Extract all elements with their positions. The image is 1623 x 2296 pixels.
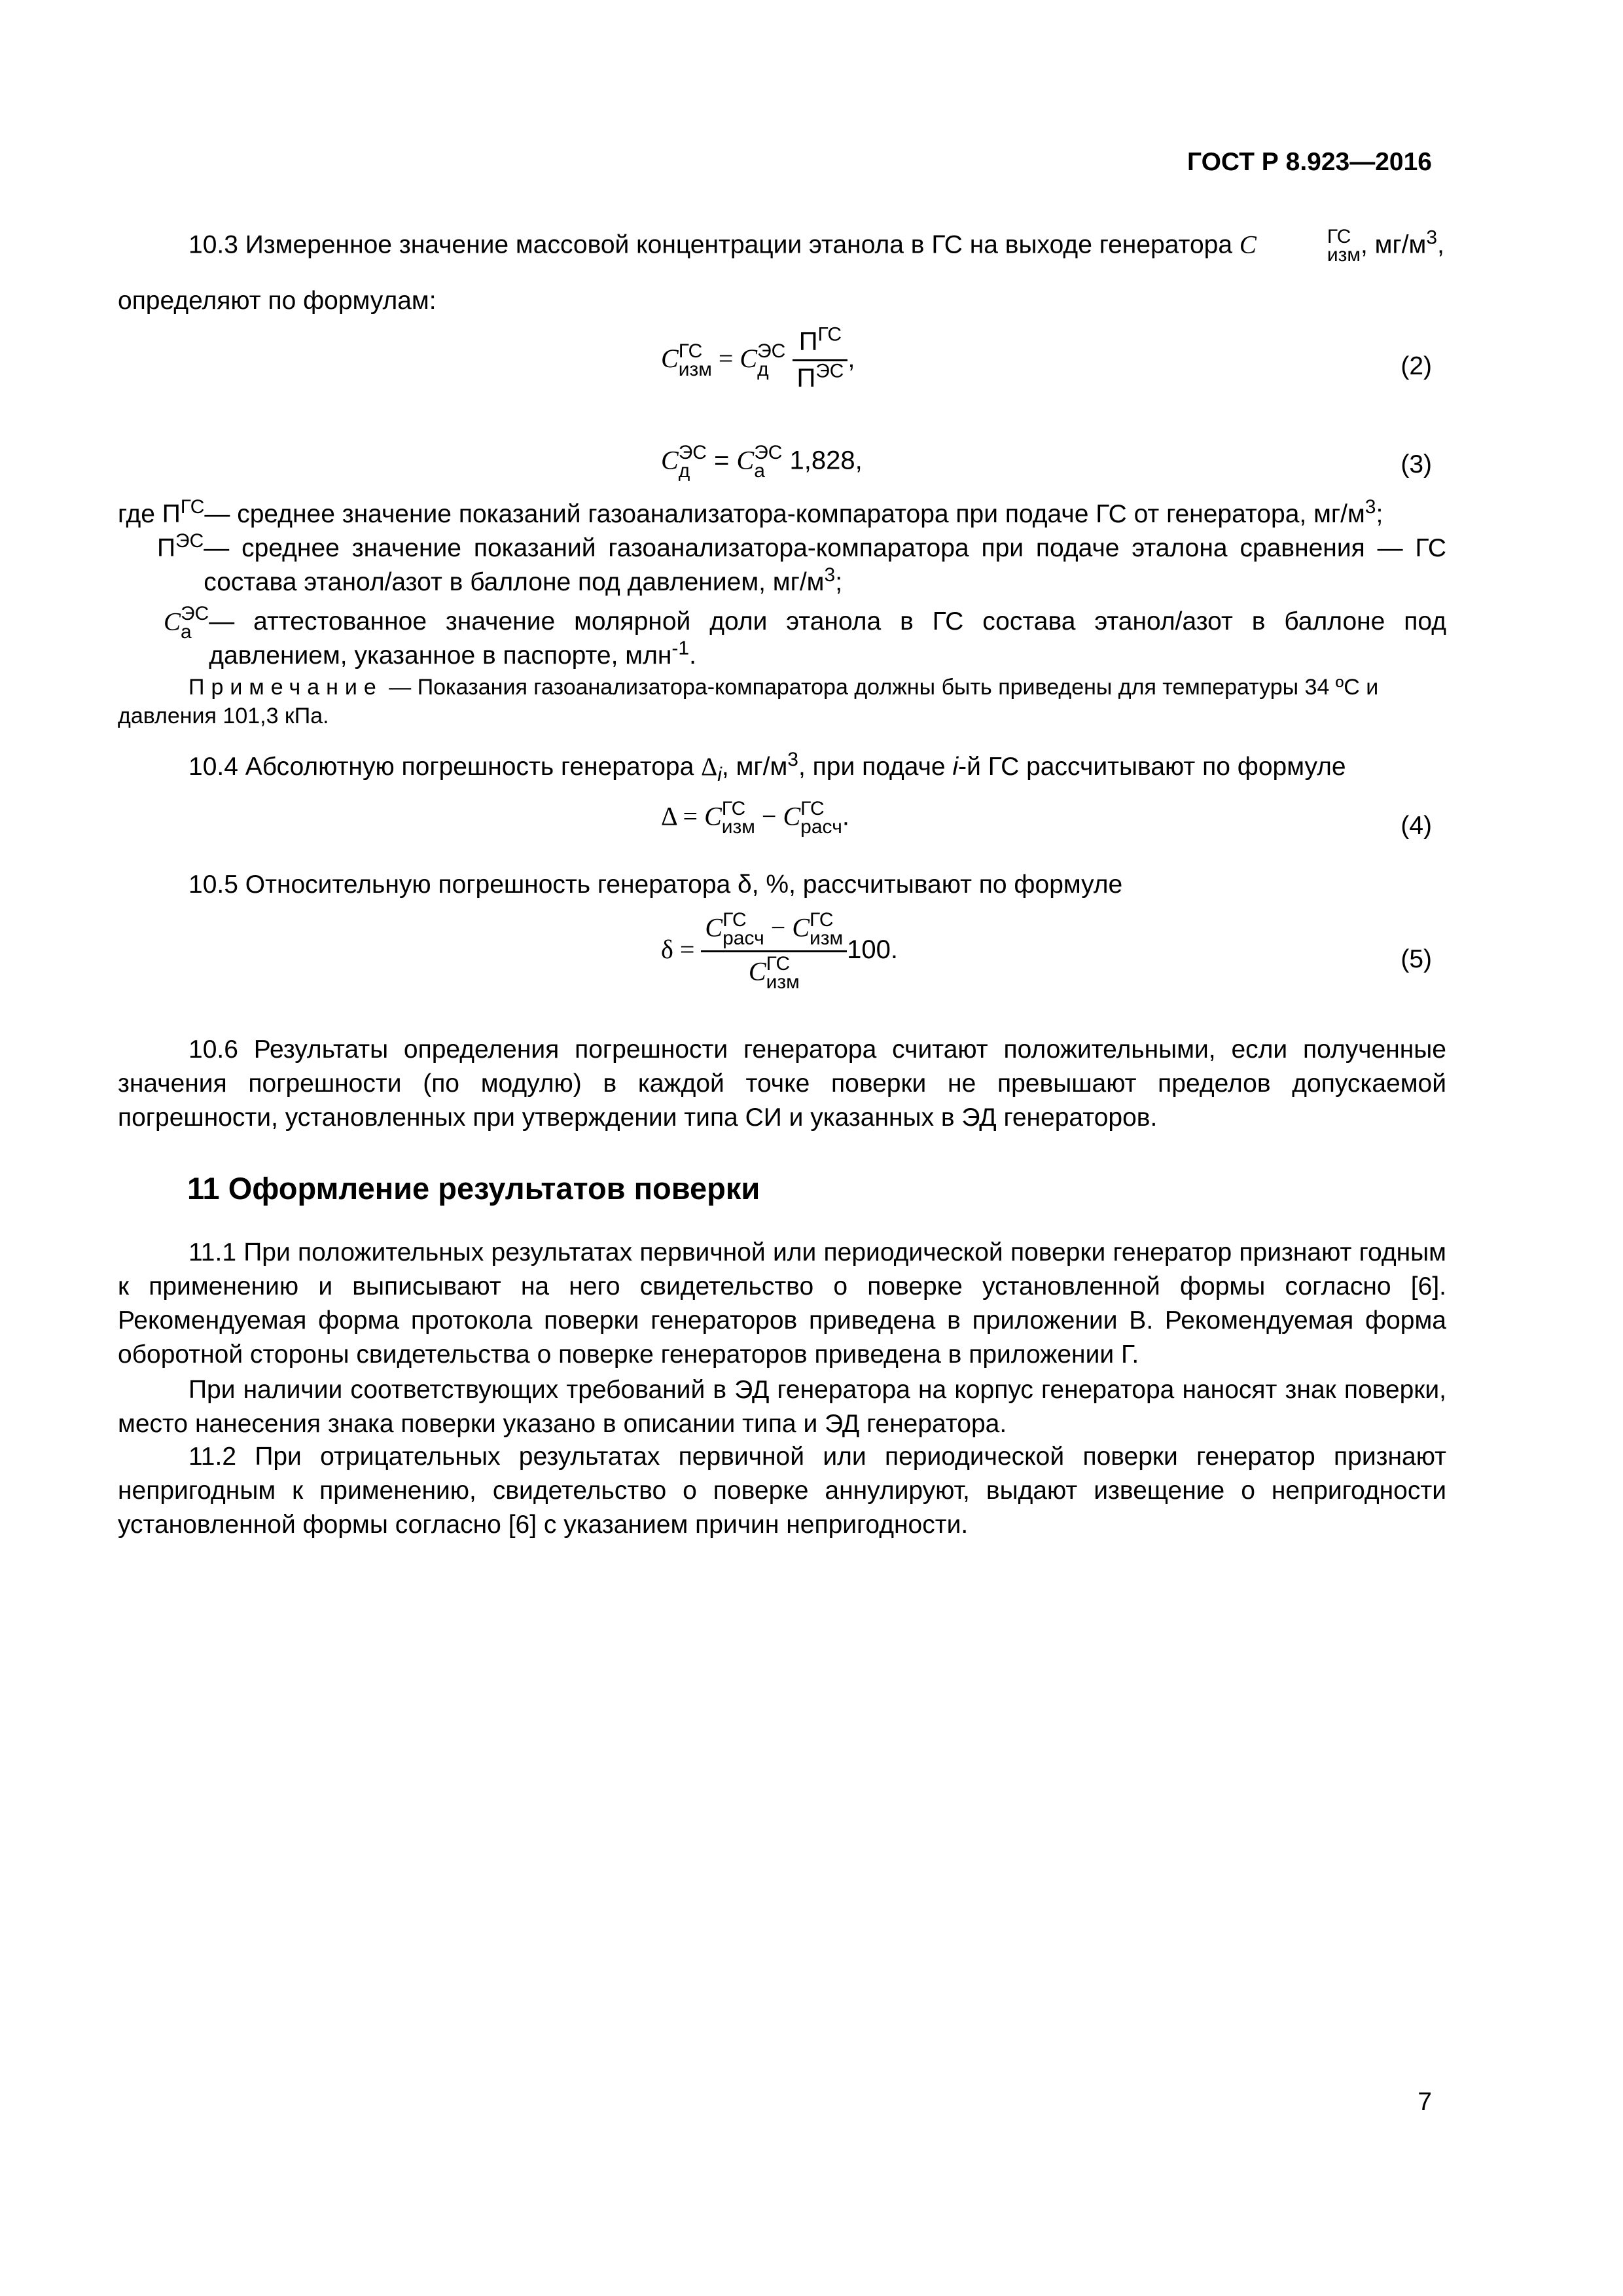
equation-number-4: (4) xyxy=(1400,812,1432,840)
paragraph-text: 10.4 Абсолютную погрешность генератора xyxy=(188,753,702,781)
fraction-denominator xyxy=(701,952,847,992)
coefficient: 1,828, xyxy=(782,446,863,475)
symbol-p: П xyxy=(798,327,818,356)
symbol-p: П xyxy=(796,364,816,393)
variable-c: C xyxy=(783,801,801,831)
paragraph-text: 10.3 Измеренное значение массовой концентрации этанола в ГС на выходе генератора xyxy=(188,230,1240,259)
formula-3 xyxy=(661,444,863,480)
sup-sub-pair xyxy=(810,911,843,948)
term-symbol: C xyxy=(164,607,181,636)
paragraph-text: , мг/м xyxy=(721,753,788,781)
unit-exponent: 3 xyxy=(787,749,798,770)
definition-term xyxy=(157,531,204,600)
sup-sub-pair xyxy=(800,800,842,836)
subscript: а xyxy=(181,621,192,643)
paragraph-11-2: 11.2 При отрицательных результатах первичной или периодической поверки генератор признают непригодным к применению, свидетельство о поверке аннулируют, выдают извещение о непригодности установленной формы согласно [6] с указанием причин непригодности. xyxy=(118,1443,1446,1539)
sup-sub-pair xyxy=(722,911,764,948)
punctuation: ; xyxy=(835,568,843,596)
equation-number-3: (3) xyxy=(1400,450,1432,478)
unit-text: , мг/м xyxy=(1361,230,1427,259)
paragraph-10-4 xyxy=(118,750,1446,784)
subscript: а xyxy=(754,460,765,482)
superscript: ЭС xyxy=(757,340,786,362)
variable-c: C xyxy=(661,344,679,374)
italic-i: i xyxy=(952,753,959,781)
unit-exponent: 3 xyxy=(1364,496,1376,518)
paragraph-text: , при подаче xyxy=(798,753,953,781)
superscript: ГС xyxy=(678,340,703,362)
paragraph-10-6: 10.6 Результаты определения погрешности генератора считают положительными, если полученные значения погрешности (по модулю) в каждой точке поверки не превышают пределов допускаемой погрешности, установленных при утверждении типа СИ и указанных в ЭД генераторов. xyxy=(118,1035,1446,1132)
punctuation: . xyxy=(689,641,696,670)
minus-sign: − xyxy=(764,912,793,942)
punctuation: , xyxy=(847,344,855,374)
page-number: 7 xyxy=(1418,2088,1432,2116)
fraction-numerator xyxy=(793,323,847,361)
equation-number-5: (5) xyxy=(1400,945,1432,973)
variable-c: C xyxy=(740,344,758,374)
sup-sub-pair xyxy=(679,342,712,379)
variable-c: C xyxy=(661,445,679,475)
fraction-numerator xyxy=(701,911,847,952)
equals-sign: = xyxy=(711,344,740,374)
punctuation: , xyxy=(1437,230,1444,259)
paragraph-11-1-continued: При наличии соответствующих требований в ЭД генератора на корпус генератора наносят знак поверки, место нанесения знака поверки указано в описании типа и ЭД генератора. xyxy=(118,1376,1446,1438)
paragraph-11-1: 11.1 При положительных результатах первичной или периодической поверки генератор признают годным к применению и выписывают на него свидетельство о поверке установленной формы согласно [6]. Рекомендуемая форма протокола поверки генераторов приведена в приложении В. Рекомендуемая форма оборотной стороны свидетельства о поверке генераторов приведена в приложении Г. xyxy=(118,1238,1446,1369)
superscript: ГС xyxy=(722,909,747,931)
superscript: ГС xyxy=(721,798,746,819)
sup-sub-pair xyxy=(757,342,785,379)
sup-sub-pair xyxy=(679,444,707,480)
definition-term xyxy=(164,605,209,673)
subscript: изм xyxy=(810,927,844,949)
subscript: изм xyxy=(766,971,800,993)
subscript: i xyxy=(717,763,722,785)
subscript: д xyxy=(678,460,690,482)
punctuation: ; xyxy=(1376,500,1383,528)
superscript: ГС xyxy=(1327,226,1351,247)
sup-sub-pair xyxy=(722,800,755,836)
superscript: ГС xyxy=(766,953,791,975)
definitions-list xyxy=(118,497,1446,673)
text: — среднее значение показаний газоанализатора-компаратора при подаче эталона сравнения — ГС состава этанол/азот в баллоне под давлением, мг/м xyxy=(204,534,1446,596)
variable-c: C xyxy=(704,801,722,831)
note-label: Примечание xyxy=(188,675,383,700)
fraction xyxy=(793,323,847,393)
definition-text xyxy=(209,605,1446,673)
delta-symbol: Δ xyxy=(701,753,718,781)
variable-c: C xyxy=(705,912,723,942)
definition-row xyxy=(118,497,1446,531)
punctuation: . xyxy=(842,802,849,831)
sup-sub-pair xyxy=(754,444,782,480)
variable-c: C xyxy=(1239,230,1257,259)
fraction-denominator xyxy=(793,361,847,393)
fraction xyxy=(701,911,847,992)
subscript: д xyxy=(757,358,769,380)
subscript: расч xyxy=(722,927,764,949)
sup-sub-pair xyxy=(181,605,209,641)
sup-sub-pair xyxy=(1257,228,1361,264)
equals-sign: = xyxy=(673,935,702,965)
superscript: ЭС xyxy=(678,442,707,463)
factor: 100. xyxy=(847,935,899,965)
text: — среднее значение показаний газоанализатора-компаратора при подаче ГС от генератора, мг/м xyxy=(204,500,1365,528)
unit-exponent: -1 xyxy=(671,637,690,659)
superscript: ЭС xyxy=(754,442,783,463)
subscript: изм xyxy=(678,358,712,380)
text: — аттестованное значение молярной доли этанола в ГС состава этанол/азот в баллоне под давлением, указанное в паспорте, млн xyxy=(209,607,1446,670)
subscript: изм xyxy=(721,816,755,838)
superscript: ЭС xyxy=(181,603,209,624)
formula-4 xyxy=(661,800,849,836)
paragraph-10-3 xyxy=(118,228,1446,264)
sup-sub-pair xyxy=(766,955,800,992)
term-symbol: П xyxy=(157,534,176,562)
note xyxy=(118,673,1446,730)
equals-sign: = xyxy=(676,801,705,831)
section-heading: 11 Оформление результатов поверки xyxy=(187,1171,760,1206)
minus-sign: − xyxy=(755,801,783,831)
unit-exponent: 3 xyxy=(824,564,836,586)
superscript: ЭС xyxy=(175,530,204,552)
formula-5 xyxy=(661,911,898,992)
definition-row xyxy=(118,605,1446,673)
equation-number-2: (2) xyxy=(1400,352,1432,380)
variable-c: C xyxy=(792,912,810,942)
paragraph-10-3-continued: определяют по формулам: xyxy=(118,287,437,315)
equals-sign: = xyxy=(706,446,737,475)
paragraph-text: -й ГС рассчитывают по формуле xyxy=(958,753,1346,781)
note-text: — Показания газоанализатора-компаратора должны быть приведены для температуры 34 ºС и давления 101,3 кПа. xyxy=(118,675,1379,728)
definition-term xyxy=(118,497,204,531)
subscript: изм xyxy=(1327,244,1361,266)
variable-c: C xyxy=(748,956,766,986)
delta-symbol: Δ xyxy=(661,801,677,831)
document-header: ГОСТ Р 8.923—2016 xyxy=(1187,148,1432,176)
variable-c: C xyxy=(736,445,755,475)
formula-2 xyxy=(661,323,855,393)
superscript: ГС xyxy=(180,496,205,518)
subscript: расч xyxy=(800,816,842,838)
superscript: ЭС xyxy=(815,360,844,382)
superscript: ГС xyxy=(817,323,842,346)
definition-text xyxy=(204,531,1446,600)
paragraph-10-5: 10.5 Относительную погрешность генератора δ, %, рассчитывают по формуле xyxy=(188,870,1123,899)
superscript: ГС xyxy=(800,798,825,819)
superscript: ГС xyxy=(810,909,834,931)
unit-exponent: 3 xyxy=(1426,226,1438,249)
term-symbol: где П xyxy=(118,500,181,528)
delta-symbol: δ xyxy=(661,935,673,965)
definition-text xyxy=(204,497,1383,531)
definition-row xyxy=(118,531,1446,600)
